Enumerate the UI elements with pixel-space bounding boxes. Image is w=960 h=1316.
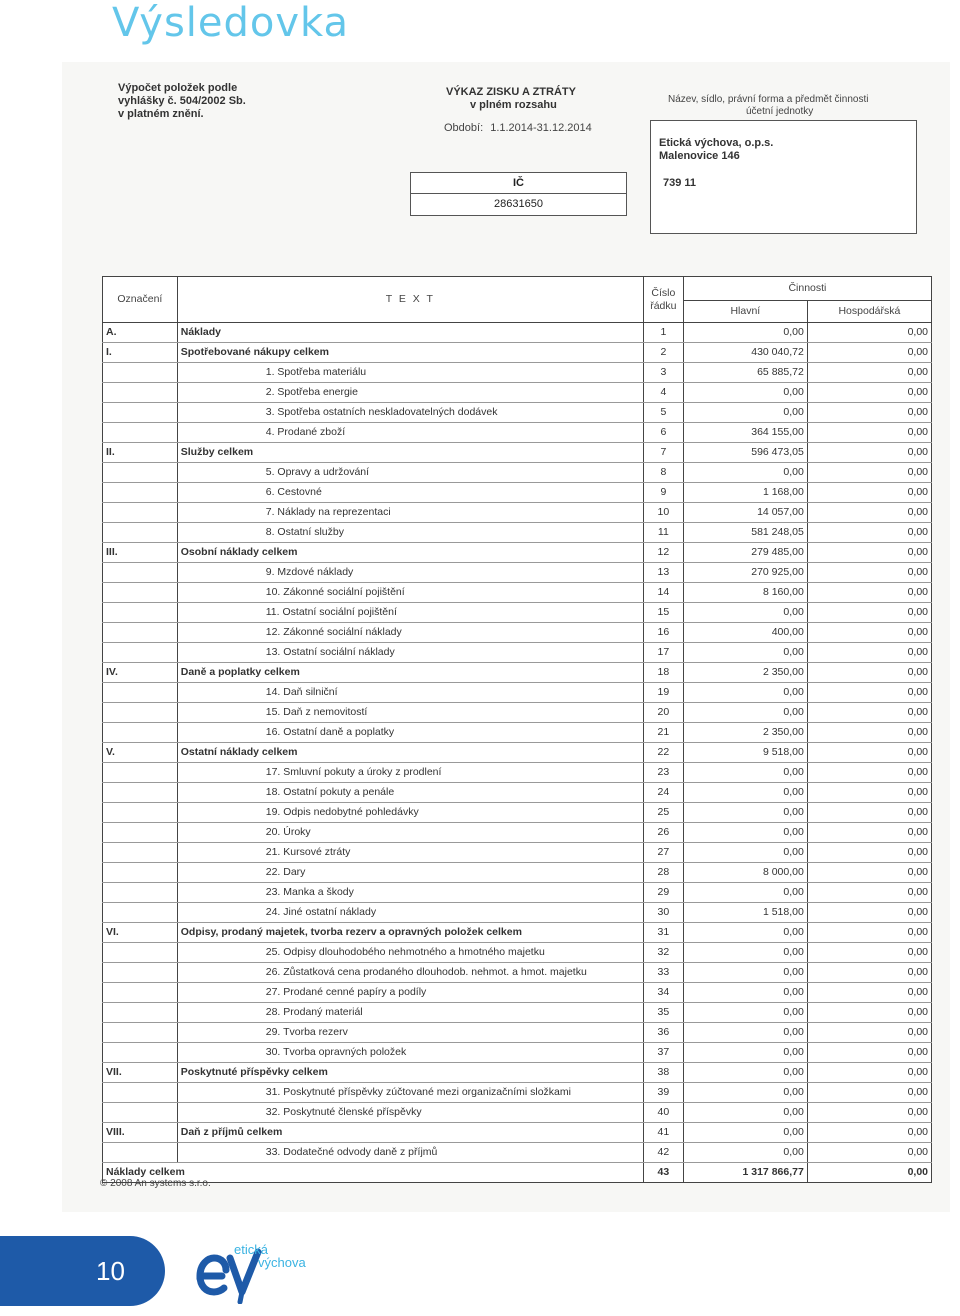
row-mark [103, 1083, 178, 1103]
row-text: 29. Tvorba rezerv [177, 1023, 643, 1043]
row-main-value: 0,00 [683, 803, 807, 823]
row-text: 25. Odpisy dlouhodobého nehmotného a hmotného majetku [177, 943, 643, 963]
row-mark [103, 403, 178, 423]
table-row [103, 863, 932, 883]
table-row [103, 323, 932, 343]
col-header-row-number [643, 277, 683, 323]
table-row [103, 783, 932, 803]
row-text: 8. Ostatní služby [177, 523, 643, 543]
row-text: Spotřebované nákupy celkem [177, 343, 643, 363]
row-text: 20. Úroky [177, 823, 643, 843]
row-text: 12. Zákonné sociální náklady [177, 623, 643, 643]
ic-label: IČ [411, 173, 626, 194]
row-economic-value: 0,00 [807, 923, 931, 943]
row-number: 14 [643, 583, 683, 603]
row-economic-value: 0,00 [807, 543, 931, 563]
row-number: 29 [643, 883, 683, 903]
table-row [103, 443, 932, 463]
col-header-economic: Hospodářská [807, 301, 931, 323]
row-number: 17 [643, 643, 683, 663]
row-economic-value: 0,00 [807, 423, 931, 443]
row-main-value: 0,00 [683, 763, 807, 783]
row-main-value: 9 518,00 [683, 743, 807, 763]
row-main-value: 0,00 [683, 1143, 807, 1163]
row-main-value: 0,00 [683, 403, 807, 423]
table-row [103, 383, 932, 403]
row-text: 19. Odpis nedobytné pohledávky [177, 803, 643, 823]
col-header-num-line1: Číslo [651, 286, 676, 299]
row-text: 11. Ostatní sociální pojištění [177, 603, 643, 623]
period-value: 1.1.2014-31.12.2014 [490, 122, 592, 134]
row-economic-value: 0,00 [807, 1003, 931, 1023]
table-row [103, 1083, 932, 1103]
profit-loss-table [102, 276, 932, 1183]
row-mark [103, 623, 178, 643]
row-mark [103, 883, 178, 903]
row-text: Daně a poplatky celkem [177, 663, 643, 683]
row-economic-value: 0,00 [807, 803, 931, 823]
row-mark [103, 983, 178, 1003]
row-text: Náklady [177, 323, 643, 343]
row-mark [103, 523, 178, 543]
row-main-value: 0,00 [683, 783, 807, 803]
row-text: 2. Spotřeba energie [177, 383, 643, 403]
total-row [103, 1163, 932, 1183]
row-economic-value: 0,00 [807, 643, 931, 663]
table-row [103, 1143, 932, 1163]
row-number: 33 [643, 963, 683, 983]
row-main-value: 270 925,00 [683, 563, 807, 583]
table-row [103, 943, 932, 963]
row-mark [103, 903, 178, 923]
row-economic-value: 0,00 [807, 1103, 931, 1123]
row-economic-value: 0,00 [807, 363, 931, 383]
row-main-value: 364 155,00 [683, 423, 807, 443]
row-text: Odpisy, prodaný majetek, tvorba rezerv a opravných položek celkem [177, 923, 643, 943]
row-main-value: 0,00 [683, 683, 807, 703]
row-mark [103, 1143, 178, 1163]
table-row [103, 663, 932, 683]
row-economic-value: 0,00 [807, 623, 931, 643]
table-row [103, 903, 932, 923]
row-number: 32 [643, 943, 683, 963]
row-economic-value: 0,00 [807, 583, 931, 603]
row-mark [103, 823, 178, 843]
row-mark [103, 963, 178, 983]
table-row [103, 343, 932, 363]
table-row [103, 423, 932, 443]
regulation-line: v platném znění. [118, 108, 204, 120]
row-economic-value: 0,00 [807, 943, 931, 963]
report-title-line2: v plném rozsahu [470, 99, 557, 111]
row-mark [103, 943, 178, 963]
row-number: 3 [643, 363, 683, 383]
row-economic-value: 0,00 [807, 843, 931, 863]
logo-text-line1: etická [234, 1242, 268, 1257]
row-number: 11 [643, 523, 683, 543]
row-economic-value: 0,00 [807, 883, 931, 903]
row-main-value: 0,00 [683, 383, 807, 403]
row-main-value: 2 350,00 [683, 723, 807, 743]
row-number: 20 [643, 703, 683, 723]
row-number: 15 [643, 603, 683, 623]
row-mark: V. [103, 743, 178, 763]
table-row [103, 803, 932, 823]
row-main-value: 0,00 [683, 1083, 807, 1103]
table-row [103, 1103, 932, 1123]
row-text: Ostatní náklady celkem [177, 743, 643, 763]
row-text: 28. Prodaný materiál [177, 1003, 643, 1023]
row-number: 2 [643, 343, 683, 363]
row-number: 35 [643, 1003, 683, 1023]
regulation-line: vyhlášky č. 504/2002 Sb. [118, 95, 246, 107]
table-row [103, 1023, 932, 1043]
table-row [103, 403, 932, 423]
col-header-text: T E X T [177, 277, 643, 323]
row-main-value: 1 168,00 [683, 483, 807, 503]
row-main-value: 596 473,05 [683, 443, 807, 463]
row-main-value: 8 160,00 [683, 583, 807, 603]
row-number: 23 [643, 763, 683, 783]
page-number: 10 [96, 1256, 125, 1286]
row-main-value: 0,00 [683, 703, 807, 723]
row-main-value: 0,00 [683, 1123, 807, 1143]
row-mark: III. [103, 543, 178, 563]
row-main-value: 65 885,72 [683, 363, 807, 383]
row-number: 6 [643, 423, 683, 443]
row-text: 30. Tvorba opravných položek [177, 1043, 643, 1063]
row-economic-value: 0,00 [807, 763, 931, 783]
row-text: 22. Dary [177, 863, 643, 883]
entity-box [650, 120, 917, 234]
row-number: 10 [643, 503, 683, 523]
row-economic-value: 0,00 [807, 683, 931, 703]
row-mark [103, 563, 178, 583]
row-number: 9 [643, 483, 683, 503]
table-row [103, 1003, 932, 1023]
row-main-value: 0,00 [683, 983, 807, 1003]
table-row [103, 583, 932, 603]
row-main-value: 0,00 [683, 823, 807, 843]
row-economic-value: 0,00 [807, 783, 931, 803]
row-mark [103, 723, 178, 743]
table-row [103, 763, 932, 783]
row-economic-value: 0,00 [807, 663, 931, 683]
regulation-line: Výpočet položek podle [118, 82, 238, 94]
row-text: 15. Daň z nemovitostí [177, 703, 643, 723]
table-row [103, 703, 932, 723]
row-economic-value: 0,00 [807, 323, 931, 343]
row-number: 19 [643, 683, 683, 703]
row-main-value: 0,00 [683, 843, 807, 863]
row-number: 16 [643, 623, 683, 643]
row-text: Daň z příjmů celkem [177, 1123, 643, 1143]
row-main-value: 8 000,00 [683, 863, 807, 883]
row-mark: VI. [103, 923, 178, 943]
entity-zip: 739 11 [663, 177, 697, 189]
row-mark [103, 583, 178, 603]
row-text: 1. Spotřeba materiálu [177, 363, 643, 383]
row-economic-value: 0,00 [807, 1063, 931, 1083]
table-row [103, 843, 932, 863]
row-text: Poskytnuté příspěvky celkem [177, 1063, 643, 1083]
table-row [103, 643, 932, 663]
row-mark [103, 483, 178, 503]
row-number: 42 [643, 1143, 683, 1163]
row-main-value: 430 040,72 [683, 343, 807, 363]
row-number: 13 [643, 563, 683, 583]
row-main-value: 0,00 [683, 1103, 807, 1123]
row-economic-value: 0,00 [807, 903, 931, 923]
slide-title: Výsledovka [112, 0, 350, 46]
row-number: 21 [643, 723, 683, 743]
row-main-value: 0,00 [683, 463, 807, 483]
row-main-value: 0,00 [683, 1043, 807, 1063]
table-row [103, 743, 932, 763]
row-number: 40 [643, 1103, 683, 1123]
table-row [103, 983, 932, 1003]
row-economic-value: 0,00 [807, 703, 931, 723]
row-number: 36 [643, 1023, 683, 1043]
row-economic-value: 0,00 [807, 443, 931, 463]
row-economic-value: 0,00 [807, 383, 931, 403]
row-text: 9. Mzdové náklady [177, 563, 643, 583]
row-mark [103, 603, 178, 623]
row-mark: I. [103, 343, 178, 363]
row-number: 18 [643, 663, 683, 683]
row-mark [103, 423, 178, 443]
row-mark [103, 803, 178, 823]
col-header-num-line2: řádku [650, 299, 677, 312]
row-mark [103, 643, 178, 663]
row-economic-value: 0,00 [807, 823, 931, 843]
row-mark: VIII. [103, 1123, 178, 1143]
row-text: Osobní náklady celkem [177, 543, 643, 563]
table-row [103, 1043, 932, 1063]
row-text: Služby celkem [177, 443, 643, 463]
table-row [103, 523, 932, 543]
row-number: 4 [643, 383, 683, 403]
logo-text-line2: výchova [258, 1255, 306, 1270]
table-row [103, 683, 932, 703]
row-text: 10. Zákonné sociální pojištění [177, 583, 643, 603]
table-row [103, 1123, 932, 1143]
row-text: 13. Ostatní sociální náklady [177, 643, 643, 663]
row-text: 14. Daň silniční [177, 683, 643, 703]
table-row [103, 483, 932, 503]
entity-name: Etická výchova, o.p.s. [659, 137, 774, 149]
row-number: 24 [643, 783, 683, 803]
row-mark: IV. [103, 663, 178, 683]
row-number: 30 [643, 903, 683, 923]
row-main-value: 0,00 [683, 1023, 807, 1043]
total-label: Náklady celkem [103, 1163, 644, 1183]
row-number: 39 [643, 1083, 683, 1103]
row-number: 12 [643, 543, 683, 563]
row-economic-value: 0,00 [807, 1083, 931, 1103]
row-text: 17. Smluvní pokuty a úroky z prodlení [177, 763, 643, 783]
row-main-value: 279 485,00 [683, 543, 807, 563]
row-mark [103, 1023, 178, 1043]
row-main-value: 0,00 [683, 923, 807, 943]
report-period [440, 122, 592, 134]
row-text: 3. Spotřeba ostatních neskladovatelných dodávek [177, 403, 643, 423]
row-text: 26. Zůstatková cena prodaného dlouhodob. nehmot. a hmot. majetku [177, 963, 643, 983]
row-text: 24. Jiné ostatní náklady [177, 903, 643, 923]
row-main-value: 400,00 [683, 623, 807, 643]
row-mark [103, 843, 178, 863]
entity-address: Malenovice 146 [659, 150, 740, 162]
total-num: 43 [643, 1163, 683, 1183]
row-mark [103, 463, 178, 483]
row-economic-value: 0,00 [807, 603, 931, 623]
row-main-value: 2 350,00 [683, 663, 807, 683]
row-economic-value: 0,00 [807, 1123, 931, 1143]
row-number: 27 [643, 843, 683, 863]
row-economic-value: 0,00 [807, 863, 931, 883]
row-economic-value: 0,00 [807, 463, 931, 483]
regulation-note [118, 82, 298, 121]
row-economic-value: 0,00 [807, 483, 931, 503]
eticka-vychova-logo [196, 1242, 336, 1304]
row-economic-value: 0,00 [807, 1143, 931, 1163]
table-row [103, 823, 932, 843]
copyright-note: © 2008 An systems s.r.o. [100, 1178, 211, 1189]
row-economic-value: 0,00 [807, 343, 931, 363]
row-main-value: 1 518,00 [683, 903, 807, 923]
row-mark: A. [103, 323, 178, 343]
row-text: 5. Opravy a udržování [177, 463, 643, 483]
row-economic-value: 0,00 [807, 963, 931, 983]
table-row [103, 543, 932, 563]
row-text: 31. Poskytnuté příspěvky zúčtované mezi organizačními složkami [177, 1083, 643, 1103]
row-text: 23. Manka a škody [177, 883, 643, 903]
col-header-main: Hlavní [683, 301, 807, 323]
row-number: 1 [643, 323, 683, 343]
table-row [103, 723, 932, 743]
row-number: 8 [643, 463, 683, 483]
table-row [103, 623, 932, 643]
total-main: 1 317 866,77 [683, 1163, 807, 1183]
row-mark [103, 503, 178, 523]
col-header-mark: Označení [103, 277, 178, 323]
row-economic-value: 0,00 [807, 503, 931, 523]
row-main-value: 0,00 [683, 1003, 807, 1023]
row-economic-value: 0,00 [807, 743, 931, 763]
row-mark [103, 1043, 178, 1063]
row-text: 16. Ostatní daně a poplatky [177, 723, 643, 743]
ic-box [410, 172, 627, 216]
table-row [103, 563, 932, 583]
row-main-value: 0,00 [683, 603, 807, 623]
row-text: 32. Poskytnuté členské příspěvky [177, 1103, 643, 1123]
row-number: 5 [643, 403, 683, 423]
row-number: 41 [643, 1123, 683, 1143]
row-main-value: 0,00 [683, 643, 807, 663]
row-main-value: 0,00 [683, 963, 807, 983]
row-mark [103, 863, 178, 883]
row-mark [103, 1003, 178, 1023]
row-mark [103, 363, 178, 383]
row-main-value: 0,00 [683, 943, 807, 963]
row-text: 7. Náklady na reprezentaci [177, 503, 643, 523]
row-text: 21. Kursové ztráty [177, 843, 643, 863]
row-text: 18. Ostatní pokuty a penále [177, 783, 643, 803]
table-row [103, 883, 932, 903]
row-main-value: 14 057,00 [683, 503, 807, 523]
row-text: 33. Dodatečné odvody daně z příjmů [177, 1143, 643, 1163]
total-economic: 0,00 [807, 1163, 931, 1183]
table-row [103, 503, 932, 523]
row-main-value: 0,00 [683, 323, 807, 343]
row-mark: VII. [103, 1063, 178, 1083]
row-text: 6. Cestovné [177, 483, 643, 503]
row-mark: II. [103, 443, 178, 463]
row-mark [103, 383, 178, 403]
row-number: 31 [643, 923, 683, 943]
row-main-value: 0,00 [683, 1063, 807, 1083]
row-mark [103, 1103, 178, 1123]
row-number: 38 [643, 1063, 683, 1083]
report-title [446, 86, 616, 112]
row-mark [103, 783, 178, 803]
row-economic-value: 0,00 [807, 563, 931, 583]
row-economic-value: 0,00 [807, 1043, 931, 1063]
row-number: 37 [643, 1043, 683, 1063]
row-number: 7 [643, 443, 683, 463]
row-economic-value: 0,00 [807, 983, 931, 1003]
report-title-line1: VÝKAZ ZISKU A ZTRÁTY [446, 86, 576, 98]
table-row [103, 363, 932, 383]
ic-value: 28631650 [494, 198, 543, 210]
page-number-tab [0, 1236, 165, 1306]
entity-caption [668, 94, 908, 118]
table-row [103, 963, 932, 983]
row-mark [103, 703, 178, 723]
entity-caption-line1: Název, sídlo, právní forma a předmět činnosti [668, 94, 869, 105]
col-header-activities: Činnosti [683, 277, 931, 301]
row-number: 22 [643, 743, 683, 763]
table-row [103, 603, 932, 623]
row-text: 4. Prodané zboží [177, 423, 643, 443]
row-economic-value: 0,00 [807, 1023, 931, 1043]
table-row [103, 923, 932, 943]
row-economic-value: 0,00 [807, 723, 931, 743]
row-number: 26 [643, 823, 683, 843]
row-text: 27. Prodané cenné papíry a podíly [177, 983, 643, 1003]
table-row [103, 1063, 932, 1083]
entity-caption-line2: účetní jednotky [746, 106, 814, 117]
row-mark [103, 683, 178, 703]
row-mark [103, 763, 178, 783]
period-label: Období: [444, 122, 484, 134]
row-economic-value: 0,00 [807, 523, 931, 543]
row-number: 34 [643, 983, 683, 1003]
row-number: 28 [643, 863, 683, 883]
row-economic-value: 0,00 [807, 403, 931, 423]
row-number: 25 [643, 803, 683, 823]
row-main-value: 581 248,05 [683, 523, 807, 543]
table-row [103, 463, 932, 483]
row-main-value: 0,00 [683, 883, 807, 903]
